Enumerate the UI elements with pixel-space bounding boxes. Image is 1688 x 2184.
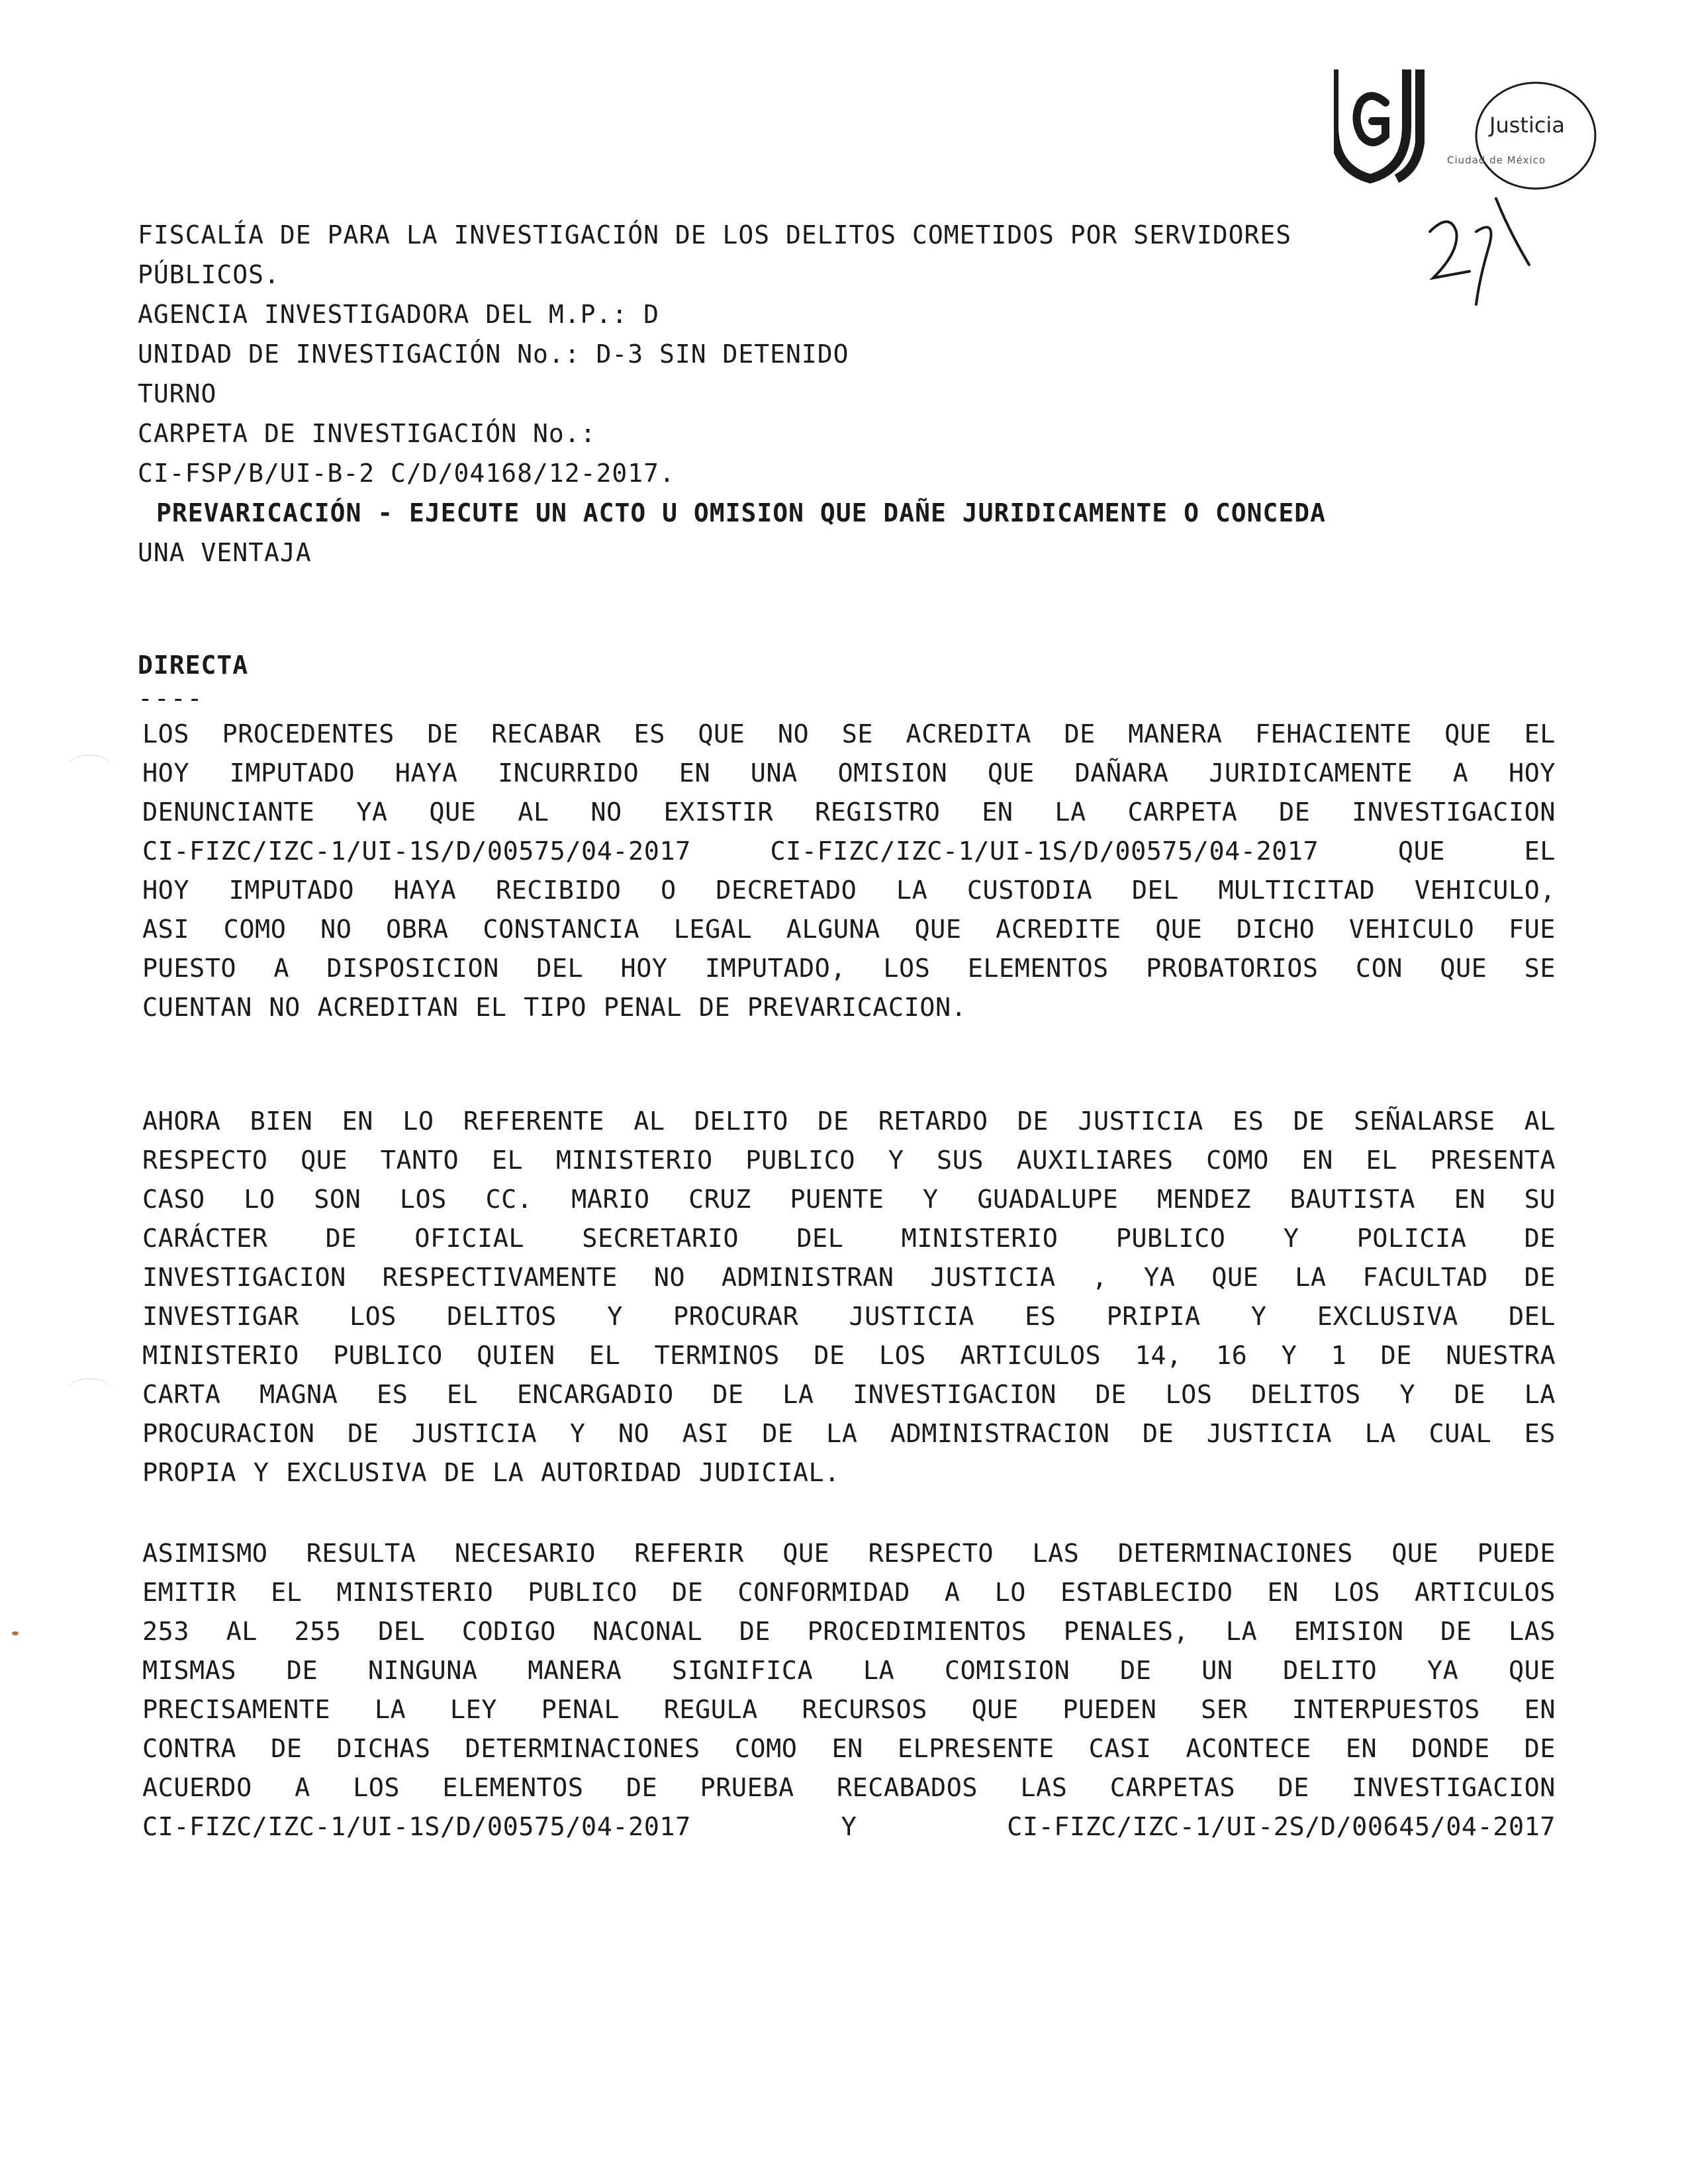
header-line-fiscalia: FISCALÍA DE PARA LA INVESTIGACIÓN DE LOS DELITOS COMETIDOS POR SERVIDORES xyxy=(138,220,1292,250)
section-title: DIRECTA xyxy=(138,651,249,680)
header-line-unidad: UNIDAD DE INVESTIGACIÓN No.: D-3 SIN DETENIDO xyxy=(138,340,849,369)
scan-shadow xyxy=(66,754,113,782)
section-separator: ---- xyxy=(138,684,204,713)
header-line-publicos: PÚBLICOS. xyxy=(138,260,280,289)
document-header xyxy=(138,215,1541,572)
paragraph-line: AHORA BIEN EN LO REFERENTE AL DELITO DE RETARDO DE JUSTICIA ES DE SEÑALARSE AL xyxy=(142,1107,1556,1136)
paragraph-1 xyxy=(142,715,1556,1027)
logo-subtitle: Ciudad de México xyxy=(1447,154,1546,166)
header-line-carpeta-number: CI-FSP/B/UI-B-2 C/D/04168/12-2017. xyxy=(138,459,675,488)
paragraph-2 xyxy=(142,1102,1556,1492)
header-line-ventaja: UNA VENTAJA xyxy=(138,538,312,567)
paragraph-line: MINISTERIO PUBLICO QUIEN EL TERMINOS DE LOS ARTICULOS 14, 16 Y 1 DE NUESTRA xyxy=(142,1341,1556,1371)
paragraph-line: INVESTIGACION RESPECTIVAMENTE NO ADMINISTRAN JUSTICIA , YA QUE LA FACULTAD DE xyxy=(142,1263,1556,1293)
paragraph-3 xyxy=(142,1534,1556,1846)
paragraph-line: DENUNCIANTE YA QUE AL NO EXISTIR REGISTRO EN LA CARPETA DE INVESTIGACION xyxy=(142,797,1556,827)
paragraph-line: CI-FIZC/IZC-1/UI-1S/D/00575/04-2017 Y CI-FIZC/IZC-1/UI-2S/D/00645/04-2017 xyxy=(142,1812,1556,1842)
paragraph-line: INVESTIGAR LOS DELITOS Y PROCURAR JUSTICIA ES PRIPIA Y EXCLUSIVA DEL xyxy=(142,1302,1556,1332)
header-line-carpeta-label: CARPETA DE INVESTIGACIÓN No.: xyxy=(138,419,596,448)
paragraph-line: MISMAS DE NINGUNA MANERA SIGNIFICA LA COMISION DE UN DELITO YA QUE xyxy=(142,1656,1556,1686)
paragraph-line: CARÁCTER DE OFICIAL SECRETARIO DEL MINISTERIO PUBLICO Y POLICIA DE xyxy=(142,1224,1556,1253)
paragraph-line: HOY IMPUTADO HAYA RECIBIDO O DECRETADO LA CUSTODIA DEL MULTICITAD VEHICULO, xyxy=(142,876,1556,905)
paragraph-line: CUENTAN NO ACREDITAN EL TIPO PENAL DE PREVARICACION. xyxy=(142,993,967,1023)
paragraph-line: PROCURACION DE JUSTICIA Y NO ASI DE LA ADMINISTRACION DE JUSTICIA LA CUAL ES xyxy=(142,1419,1556,1449)
header-line-turno: TURNO xyxy=(138,379,217,408)
logo-wordmark: Justicia xyxy=(1489,113,1565,138)
paragraph-line: ACUERDO A LOS ELEMENTOS DE PRUEBA RECABADOS LAS CARPETAS DE INVESTIGACION xyxy=(142,1773,1556,1803)
paragraph-line: EMITIR EL MINISTERIO PUBLICO DE CONFORMIDAD A LO ESTABLECIDO EN LOS ARTICULOS xyxy=(142,1578,1556,1608)
header-line-agencia: AGENCIA INVESTIGADORA DEL M.P.: D xyxy=(138,300,659,329)
paragraph-line: CASO LO SON LOS CC. MARIO CRUZ PUENTE Y GUADALUPE MENDEZ BAUTISTA EN SU xyxy=(142,1185,1556,1214)
paragraph-line: RESPECTO QUE TANTO EL MINISTERIO PUBLICO Y SUS AUXILIARES COMO EN EL PRESENTA xyxy=(142,1146,1556,1175)
header-line-delito: PREVARICACIÓN - EJECUTE UN ACTO U OMISION QUE DAÑE JURIDICAMENTE O CONCEDA xyxy=(156,498,1326,527)
paragraph-line: LOS PROCEDENTES DE RECABAR ES QUE NO SE ACREDITA DE MANERA FEHACIENTE QUE EL xyxy=(142,719,1556,749)
paragraph-line: CONTRA DE DICHAS DETERMINACIONES COMO EN ELPRESENTE CASI ACONTECE EN DONDE DE xyxy=(142,1734,1556,1764)
paragraph-line: CI-FIZC/IZC-1/UI-1S/D/00575/04-2017 CI-FIZC/IZC-1/UI-1S/D/00575/04-2017 QUE EL xyxy=(142,837,1556,866)
paragraph-line: ASI COMO NO OBRA CONSTANCIA LEGAL ALGUNA QUE ACREDITE QUE DICHO VEHICULO FUE xyxy=(142,915,1556,944)
paragraph-line: PUESTO A DISPOSICION DEL HOY IMPUTADO, LOS ELEMENTOS PROBATORIOS CON QUE SE xyxy=(142,954,1556,983)
scan-shadow xyxy=(66,1378,113,1406)
paragraph-line: PROPIA Y EXCLUSIVA DE LA AUTORIDAD JUDICIAL. xyxy=(142,1458,840,1488)
paragraph-line: 253 AL 255 DEL CODIGO NACONAL DE PROCEDIMIENTOS PENALES, LA EMISION DE LAS xyxy=(142,1617,1556,1647)
scan-speck xyxy=(12,1631,19,1635)
paragraph-line: ASIMISMO RESULTA NECESARIO REFERIR QUE RESPECTO LAS DETERMINACIONES QUE PUEDE xyxy=(142,1539,1556,1569)
paragraph-line: HOY IMPUTADO HAYA INCURRIDO EN UNA OMISION QUE DAÑARA JURIDICAMENTE A HOY xyxy=(142,758,1556,788)
paragraph-line: CARTA MAGNA ES EL ENCARGADIO DE LA INVESTIGACION DE LOS DELITOS Y DE LA xyxy=(142,1380,1556,1410)
paragraph-line: PRECISAMENTE LA LEY PENAL REGULA RECURSOS QUE PUEDEN SER INTERPUESTOS EN xyxy=(142,1695,1556,1725)
